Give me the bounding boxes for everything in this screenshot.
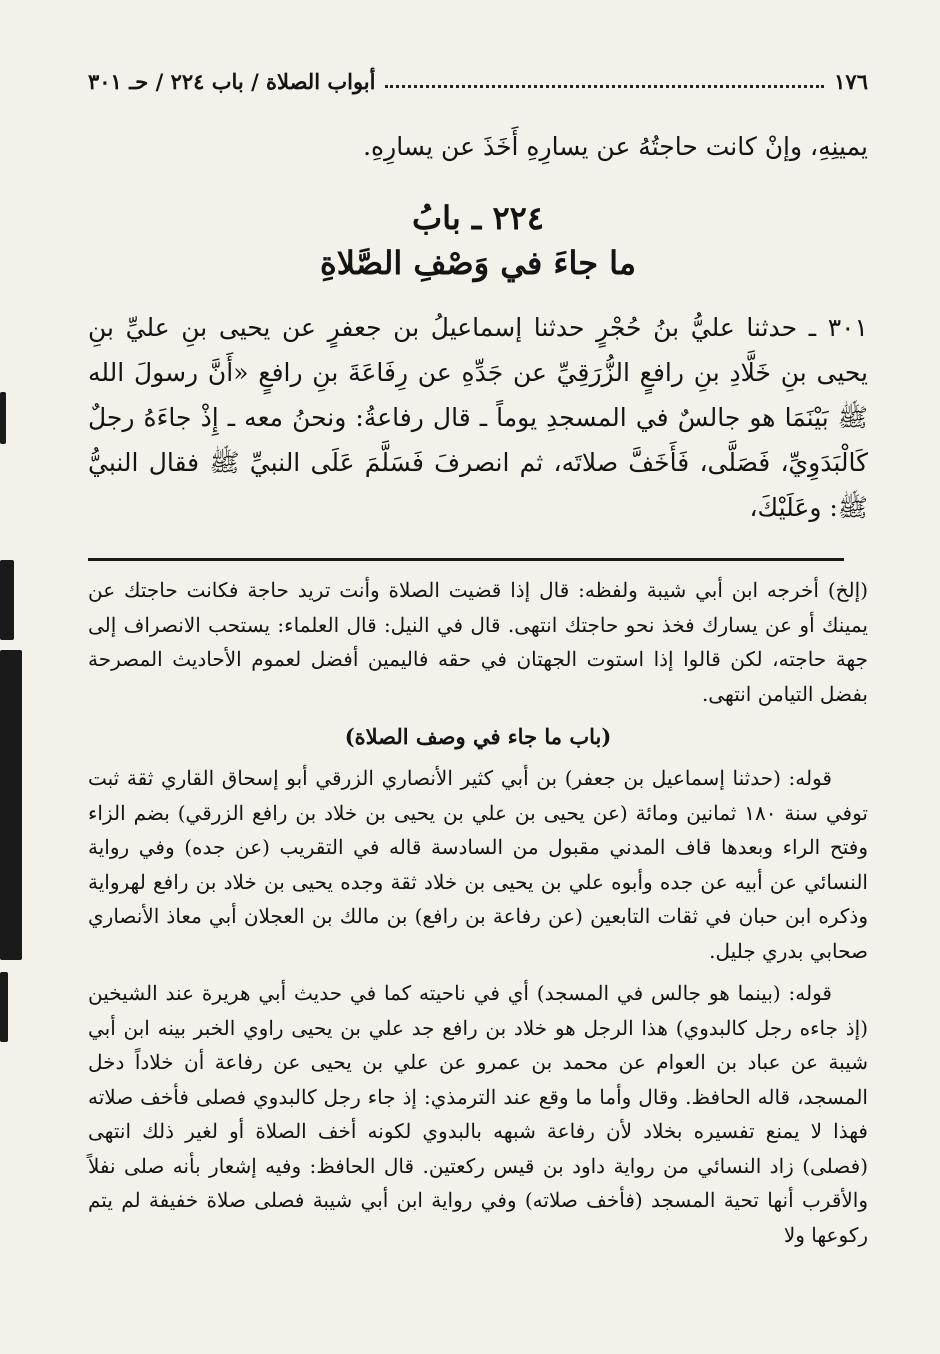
main-text	[88, 124, 868, 530]
chapter-title: ما جاءَ في وَصْفِ الصَّلاةِ	[320, 244, 636, 282]
commentary-heading: (باب ما جاء في وصف الصلاة)	[344, 724, 612, 749]
scan-edge-mark	[0, 392, 6, 444]
section-reference: أبواب الصلاة / باب ٢٢٤ / حـ ٣٠١	[88, 69, 376, 94]
page-content	[88, 58, 868, 1252]
chapter-number: ٢٢٤ ـ بابُ	[412, 199, 544, 237]
continuation-text: يمينِهِ، وإنْ كانت حاجتُهُ عن يسارِهِ أَخَذَ عن يسارِهِ.	[363, 132, 868, 161]
scan-edge-mark	[0, 560, 14, 640]
hadith-text: ٣٠١ ـ حدثنا عليُّ بنُ حُجْرٍ حدثنا إسماعيلُ بن جعفرٍ عن يحيى بنِ عليِّ بنِ يحيى بنِ خَلَّادِ بنِ رافعٍ الزُّرَقِيِّ عن جَدِّهِ عن رِفَاعَةَ بنِ رافعٍ «أَنَّ رسولَ الله ﷺ بَيْنَمَا هو جالسٌ في المسجدِ يوماً ـ قال رفاعةُ: ونحنُ معه ـ إِذْ جاءَهُ رجلٌ كَالْبَدَوِيِّ، فَصَلَّى، فَأَخَفَّ صلاتَه، ثم انصرفَ فَسَلَّمَ عَلَى النبيِّ ﷺ فقال النبيُّ ﷺ: وعَلَيْكَ،	[88, 313, 868, 522]
scan-edge-mark	[0, 972, 8, 1042]
leader-dots	[385, 85, 824, 88]
commentary-paragraph: قوله: (بينما هو جالس في المسجد) أي في ناحيته كما في حديث أبي هريرة عند الشيخين (إذ جاءه رجل كالبدوي) هذا الرجل هو خلاد بن رافع جد علي بن يحيى راوي الخبر بينه ابن أبي شيبة عن عباد بن العوام عن محمد بن عمرو عن علي بن يحيى عن رفاعة أن خلاداً دخل المسجد، قاله الحافظ. وقال وأما ما وقع عند الترمذي: إذ جاء رجل كالبدوي فصلى فأخف صلاته فهذا لا يمنع تفسيره بخلاد لأن رفاعة شبهه بالبدوي لكونه أخف الصلاة أو لغير ذلك انتهى (فصلى) زاد النسائي من رواية داود بن قيس ركعتين. قال الحافظ: وفيه إشعار بأنه صلى نفلاً والأقرب أنها تحية المسجد (فأخف صلاته) وفي رواية ابن أبي شيبة فصلى صلاة خفيفة لم يتم ركوعها ولا	[88, 981, 868, 1247]
running-head	[88, 58, 868, 94]
footnote-separator	[88, 558, 844, 561]
page-number: ١٧٦	[834, 69, 868, 94]
commentary	[88, 573, 868, 1252]
scan-edge-mark	[0, 650, 22, 960]
commentary-paragraph: (إلخ) أخرجه ابن أبي شيبة ولفظه: قال إذا قضيت الصلاة وأنت تريد حاجة فكانت حاجتك عن يمينك أو عن يسارك فخذ نحو حاجتك انتهى. قال في النيل: قال العلماء: يستحب الانصراف إلى جهة حاجته، لكن قالوا إذا استوت الجهتان في حقه فاليمين أفضل لعموم الأحاديث المصرحة بفضل التيامن انتهى.	[88, 578, 868, 706]
commentary-paragraph: قوله: (حدثنا إسماعيل بن جعفر) بن أبي كثير الأنصاري الزرقي أبو إسحاق القاري ثقة ثبت توفي سنة ١٨٠ ثمانين ومائة (عن يحيى بن علي بن يحيى بن خلاد بن رافع الزرقي) بضم الزاء وفتح الراء وبعدها قاف المدني مقبول من السادسة قاله في التقريب (عن جده) وفي رواية النسائي عن أبيه عن جده وأبوه علي بن يحيى بن خلاد ثقة وجده يحيى بن خلاد بن رافع لهرواية وذكره ابن حبان في ثقات التابعين (عن رفاعة بن رافع) بن مالك بن العجلان أبي معاذ الأنصاري صحابي بدري جليل.	[88, 766, 868, 963]
